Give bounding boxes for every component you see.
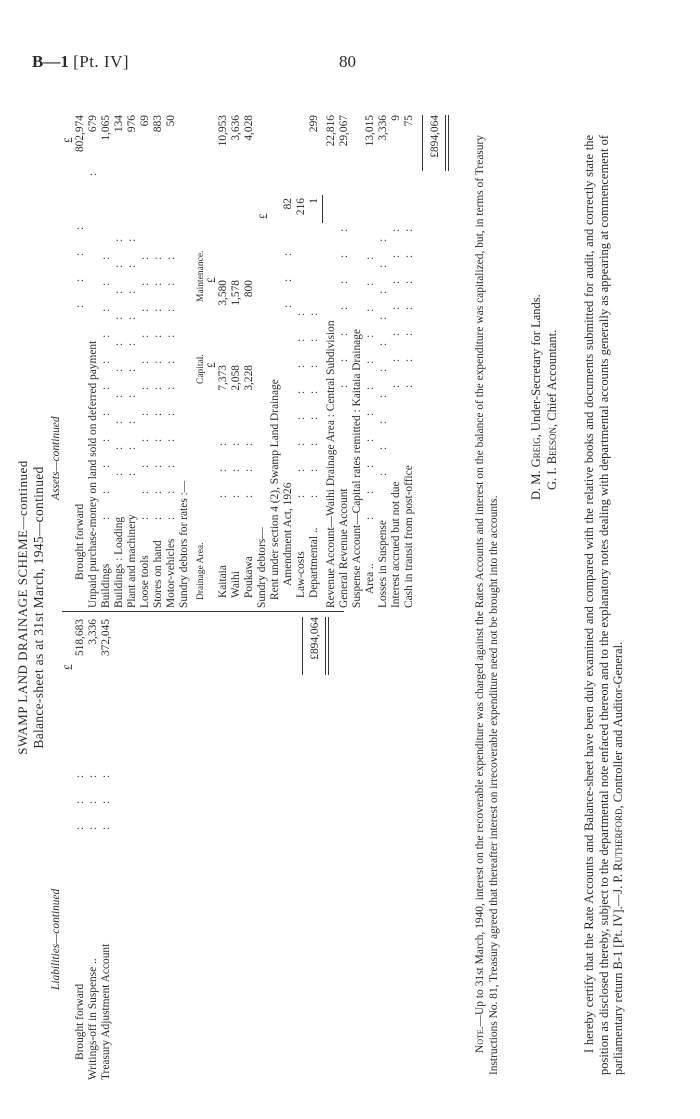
- capital-currency: £: [206, 362, 218, 368]
- assets-total: £894,064: [429, 115, 441, 158]
- doc-part: [Pt. IV]: [73, 52, 130, 71]
- balance-sheet-rotated: [12, 100, 680, 1100]
- liability-row: Treasury Adjustment Account : : : 372,045: [100, 619, 112, 1080]
- liabilities-currency: £: [63, 664, 75, 670]
- asset-row: Revenue Account—Waihi Drainage Area : Central Subdivision 22,816: [325, 115, 337, 608]
- asset-row: Buildings : : : : : : : : : : : 1,065: [100, 115, 112, 608]
- assets-currency: £: [63, 137, 75, 143]
- rates-row: Kaitaia : : : 7,373 3,580 10,953: [217, 115, 229, 598]
- asset-row: Suspense Account—Capital rates remitted : Kaitaia Drainage: [351, 329, 363, 608]
- asset-row: Plant and machinery : : : : : : : : : : 976: [126, 115, 138, 608]
- col-drainage-area: Drainage Area.: [196, 542, 206, 600]
- column-divider: [62, 611, 344, 612]
- sundry-row: Amendment Act, 1926 : : : 82: [282, 198, 294, 586]
- scheme-title: SWAMP LAND DRAINAGE SCHEME—continued: [15, 460, 30, 755]
- asset-row: Motor-vehicles : : : : : : : : : : : 50: [165, 115, 177, 608]
- liability-row: Writings-off in Suspense .. : : : 3,336: [87, 619, 99, 1080]
- asset-row: Unpaid purchase-money on land sold on deferred payment : 679: [87, 115, 99, 608]
- col-capital: Capital.: [196, 354, 206, 384]
- asset-row: Loose tools : : : : : : : : : : : 69: [139, 115, 151, 608]
- maint-currency: £: [206, 277, 218, 283]
- signature-beeson: G. I. Beeson, Chief Accountant.: [545, 329, 559, 490]
- audit-certificate: I hereby certify that the Rate Accounts and Balance-sheet have been duly examined and compared with the relative books and documents submitted for audit, and correctly state the position as disclosed thereby, subject to the departmental note enfaced thereon and to the explanatory notes dealing with departmental accounts generally as appearing at commencement of parliamentary return B-1 [Pt. IV].—J. P. Rutherford, Controller and Auditor-General.: [582, 135, 625, 1075]
- asset-row: Brought forward : : : : 802,974: [74, 115, 86, 580]
- col-maintenance: Maintenance.: [196, 250, 206, 302]
- assets-heading: Assets—continued: [50, 416, 62, 500]
- asset-row: General Revenue Account : : : : : : : 29,067: [338, 115, 350, 608]
- signature-greig: D. M. Greig, Under-Secretary for Lands.: [529, 294, 543, 500]
- sundry-row: Departmental .. : : : : : : : : 1: [308, 198, 320, 598]
- asset-row: Interest accrued but not due : : : : : : : 9: [390, 115, 402, 608]
- liabilities-heading: Liabilities—continued: [50, 888, 62, 990]
- doc-ref: B—1: [32, 52, 69, 71]
- rent-line1: Rent under section 4 (2), Swamp Land Drainage: [269, 379, 281, 600]
- rates-row: Poukawa : : : 3,228 800 4,028: [243, 115, 255, 598]
- asset-row: Stores on hand : : : : : : : : : : : 883: [152, 115, 164, 608]
- sundry-currency: £: [258, 213, 270, 219]
- sundry-heading: Sundry debtors—: [256, 527, 268, 608]
- document-reference: [32, 52, 129, 72]
- asset-row: Area .. : : : : : : : : : : : 13,015: [364, 115, 376, 594]
- balance-sheet-subtitle: Balance-sheet as at 31st March, 1945—continued: [31, 466, 46, 749]
- liability-row: Brought forward : : : 518,683: [74, 619, 86, 1060]
- departmental-note: Note.—Up to 31st March, 1940, interest on the recoverable expenditure was charged against the Rates Accounts and interest on the balance of the expenditure was capitalized, but, in terms of Treasury Instructions No. 81, Treasury agreed that thereafter interest on irrecoverable expenditure need not be brought into the accounts.: [474, 135, 500, 1075]
- asset-row: Sundry debtors for rates :—: [178, 480, 190, 608]
- sundry-row: Law-costs : : : : : : : : 216: [295, 198, 307, 598]
- liabilities-total: £894,064: [309, 617, 321, 660]
- asset-row: Cash in transit from post-office : : : : : : : 75: [403, 115, 415, 608]
- page-number: 80: [339, 52, 356, 71]
- sundry-total: 299: [308, 115, 320, 133]
- asset-row: Losses in Suspense : : : : : : : : : : 3,336: [377, 115, 389, 608]
- asset-row: Buildings : Loading : : : : : : : : : : 134: [113, 115, 125, 608]
- rates-row: Waihi : : : 2,058 1,578 3,636: [230, 115, 242, 598]
